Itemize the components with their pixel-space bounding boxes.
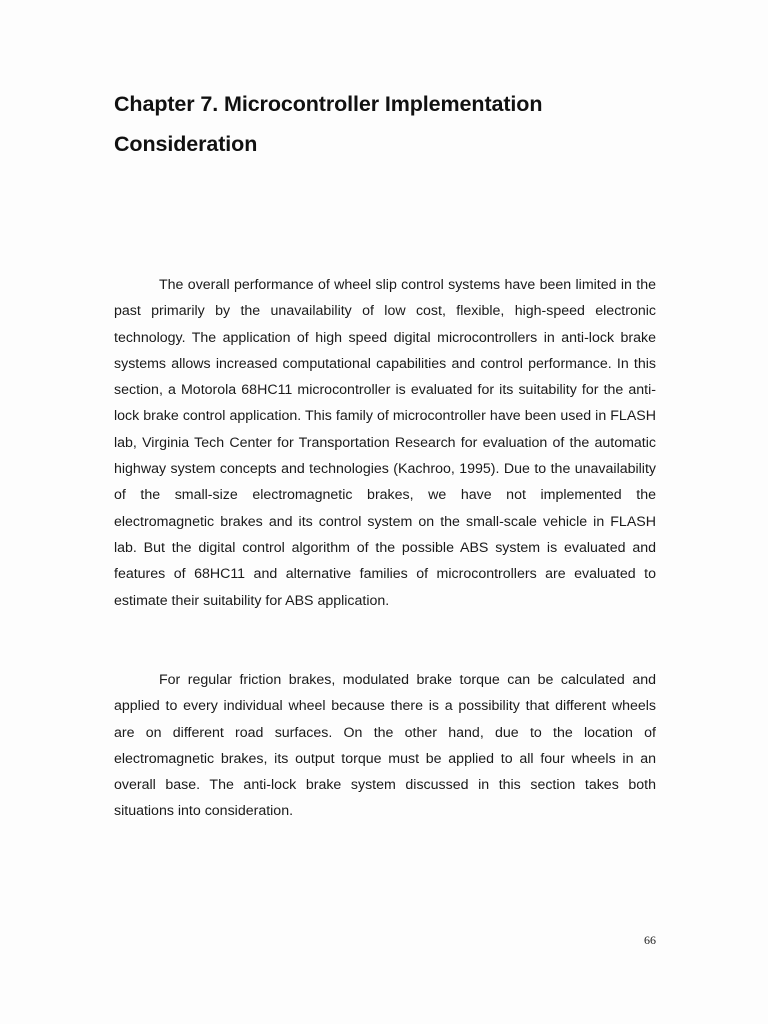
body-paragraph-2: For regular friction brakes, modulated brake torque can be calculated and applied to every individual wheel because there is a possibility that different wheels are on different road surfaces. On the other hand, due to the location of electromagnetic brakes, its output torque must be applied to all four wheels in an overall base. The anti-lock brake system discussed in this section takes both situations into consideration. (114, 672, 656, 820)
body-paragraph-1: The overall performance of wheel slip control systems have been limited in the past primarily by the unavailability of low cost, flexible, high-speed electronic technology. The application of high speed digital microcontrollers in anti-lock brake systems allows increased computational capabilities and control performance. In this section, a Motorola 68HC11 microcontroller is evaluated for its suitability for the anti-lock brake control application. This family of microcontroller have been used in FLASH lab, Virginia Tech Center for Transportation Research for evaluation of the automatic highway system concepts and technologies (Kachroo, 1995). Due to the unavailability of the small-size electromagnetic brakes, we have not implemented the electromagnetic brakes and its control system on the small-scale vehicle in FLASH lab. But the digital control algorithm of the possible ABS system is evaluated and features of 68HC11 and alternative families of microcontrollers are evaluated to estimate their suitability for ABS application. (114, 277, 656, 609)
page-number: 66 (644, 933, 656, 947)
chapter-title: Chapter 7. Microcontroller Implementation Consideration (114, 92, 543, 156)
